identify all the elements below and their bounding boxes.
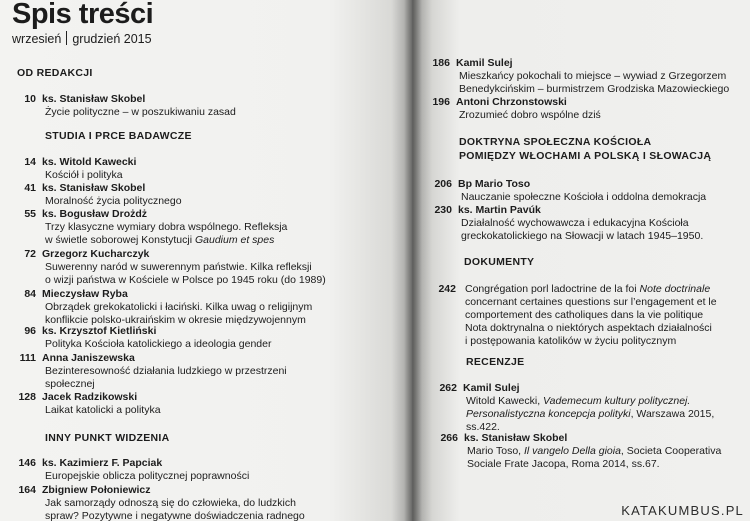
entry-title-line5: i postępowania katolików w życiu politycznym (465, 335, 677, 347)
entry-author: ks. Bogusław Drożdż (42, 208, 148, 220)
toc-entry[interactable] (24, 208, 288, 247)
entry-author: Mieczysław Ryba (42, 288, 128, 300)
entry-title-line2: concernant certaines questions sur l’engagement et le (465, 296, 717, 308)
page-number: 72 (24, 248, 36, 260)
entry-title-line1 (465, 283, 717, 296)
entry-author: Grzegorz Kucharczyk (42, 248, 150, 260)
page-number: 242 (438, 283, 456, 295)
page-number: 186 (432, 57, 450, 69)
entry-title-text: , Warszawa 2015, (630, 408, 715, 420)
entry-title: Jak samorządy odnoszą się do człowieka, do ludzkich (45, 497, 296, 509)
book-gutter (404, 0, 422, 521)
entry-author: Zbigniew Połoniewicz (42, 484, 151, 496)
entry-title-italic: Vademecum kultury politycznej. (543, 395, 691, 407)
page-number: 84 (24, 288, 36, 300)
toc-entry[interactable] (24, 156, 137, 182)
entry-title-italic: Personalistyczna koncepcja polityki (466, 408, 631, 420)
entry-title-text: Mario Toso, (467, 445, 522, 457)
toc-entry[interactable] (439, 382, 715, 434)
toc-entry[interactable] (24, 248, 326, 287)
toc-entry[interactable] (24, 93, 236, 119)
page-number: 128 (18, 391, 36, 403)
entry-title: Moralność życia politycznego (45, 195, 182, 207)
toc-entry[interactable] (440, 432, 722, 471)
page-number: 164 (18, 484, 36, 496)
entry-title-line3: comportement des catholiques dans la vie politique (465, 309, 704, 321)
entry-title-line2: społecznej (45, 378, 95, 390)
entry-author: ks. Witold Kawecki (42, 156, 137, 168)
page-number: 196 (432, 96, 450, 108)
entry-title: Nauczanie społeczne Kościoła i oddolna demokracja (461, 191, 707, 203)
section-heading-od-redakcji: OD REDAKCJI (17, 67, 93, 79)
entry-author: Kamil Sulej (456, 57, 513, 69)
page-number: 111 (19, 352, 36, 364)
entry-title-italic: Il vangelo Della gioia (524, 445, 621, 457)
entry-title: Bezinteresowność działania ludzkiego w przestrzeni (45, 365, 287, 377)
entry-title: Obrządek grekokatolicki i łaciński. Kilka uwag o religijnym (45, 301, 313, 313)
entry-title-text: w świetle soborowej Konstytucji (45, 234, 193, 246)
entry-author: ks. Krzysztof Kietliński (42, 325, 157, 337)
entry-title: Europejskie oblicza politycznej poprawności (45, 470, 250, 482)
toc-entry[interactable] (432, 57, 730, 96)
page-number: 146 (18, 457, 36, 469)
entry-title-italic: Gaudium et spes (194, 234, 275, 246)
entry-title-line2: Sociale Frate Jacopa, Roma 2014, ss.67. (467, 458, 660, 470)
entry-title: Laikat katolicki a polityka (45, 404, 161, 416)
entry-author: Kamil Sulej (463, 382, 520, 394)
entry-title: Kościół i polityka (45, 169, 123, 181)
entry-title-line4: Nota doktrynalna o niektórych aspektach działalności (465, 322, 712, 334)
entry-author: ks. Kazimierz F. Papciak (42, 457, 163, 469)
toc-entry[interactable] (19, 352, 287, 391)
toc-entry[interactable] (24, 182, 182, 208)
section-heading-recenzje: RECENZJE (466, 356, 525, 368)
entry-title: Trzy klasyczne wymiary dobra wspólnego. Refleksja (45, 221, 288, 233)
page-number: 41 (24, 182, 36, 194)
section-heading-inny: INNY PUNKT WIDZENIA (45, 432, 170, 444)
entry-title-line2: greckokatolickiego na Słowacji w latach 1945–1950. (461, 230, 704, 242)
issue-month-end: grudzień 2015 (72, 32, 152, 46)
toc-entry[interactable] (18, 457, 250, 483)
page-number: 262 (439, 382, 457, 394)
entry-title-line1 (467, 445, 721, 458)
toc-entry[interactable] (432, 96, 601, 122)
section-heading-line1: DOKTRYNA SPOŁECZNA KOŚCIOŁA (459, 136, 652, 148)
entry-title-line2: Benedykcińskim – burmistrzem Grodziska Mazowieckiego (459, 83, 730, 95)
date-separator (66, 31, 67, 45)
page-number: 96 (24, 325, 36, 337)
entry-title: Suwerenny naród w suwerennym państwie. Kilka refleksji (45, 261, 312, 273)
entry-title-line1 (466, 395, 714, 408)
entry-author: ks. Stanisław Skobel (42, 182, 146, 194)
page-number: 14 (24, 156, 36, 168)
section-heading-line2: POMIĘDZY WŁOCHAMI A POLSKĄ I SŁOWACJĄ (459, 150, 712, 162)
entry-title-line2: konflikcie polsko-ukraińskim w okresie międzywojennym (45, 314, 306, 326)
entry-author: Jacek Radzikowski (42, 391, 138, 403)
toc-entry[interactable] (438, 283, 717, 348)
section-heading-studia: STUDIA I PRCE BADAWCZE (45, 130, 192, 142)
entry-author: ks. Martin Pavúk (458, 204, 541, 216)
toc-entry[interactable] (24, 325, 272, 351)
issue-date (12, 31, 152, 46)
entry-title-italic: Note doctrinale (639, 283, 711, 295)
toc-entry[interactable] (434, 204, 704, 243)
entry-title-line3: ss.422. (466, 421, 500, 433)
watermark: KATAKUMBUS.PL (621, 503, 744, 518)
entry-author: Bp Mario Toso (458, 178, 531, 190)
entry-title: Polityka Kościoła katolickiego a ideologia gender (45, 338, 272, 350)
entry-author: Anna Janiszewska (42, 352, 135, 364)
page-title: Spis treści (12, 0, 154, 30)
page-number: 266 (440, 432, 458, 444)
entry-title-text: Congrégation porl ladoctrine de la foi (465, 283, 637, 295)
entry-title-text: Witold Kawecki, (466, 395, 541, 407)
right-page (412, 0, 750, 521)
page-number: 10 (24, 93, 36, 105)
page-number: 206 (434, 178, 452, 190)
entry-title: Życie polityczne – w poszukiwaniu zasad (45, 106, 236, 118)
section-heading-doktryna (459, 135, 711, 163)
page-number: 55 (24, 208, 36, 220)
entry-title: Działalność wychowawcza i edukacyjna Kościoła (461, 217, 689, 229)
entry-title: Mieszkańcy pokochali to miejsce – wywiad z Grzegorzem (459, 70, 727, 82)
entry-author: ks. Stanisław Skobel (464, 432, 568, 444)
entry-title-line2: o wizji państwa w Kościele w Polsce po 1945 roku (do 1989) (45, 274, 326, 286)
entry-author: ks. Stanisław Skobel (42, 93, 146, 105)
issue-month-start: wrzesień (12, 32, 62, 46)
toc-entry[interactable] (18, 391, 161, 417)
toc-entry[interactable] (24, 288, 313, 327)
entry-title-text: , Societa Cooperativa (620, 445, 722, 457)
entry-title-line2 (466, 408, 714, 421)
entry-title-line2: spraw? Pozytywne i negatywne doświadczenia radnego (45, 510, 305, 521)
entry-title-line2 (45, 234, 287, 247)
entry-title: Zrozumieć dobro wspólne dziś (459, 109, 601, 121)
toc-entry[interactable] (434, 178, 707, 204)
toc-entry[interactable] (18, 484, 305, 521)
section-heading-dokumenty: DOKUMENTY (464, 256, 535, 268)
page-number: 230 (434, 204, 452, 216)
entry-author: Antoni Chrzonstowski (456, 96, 567, 108)
